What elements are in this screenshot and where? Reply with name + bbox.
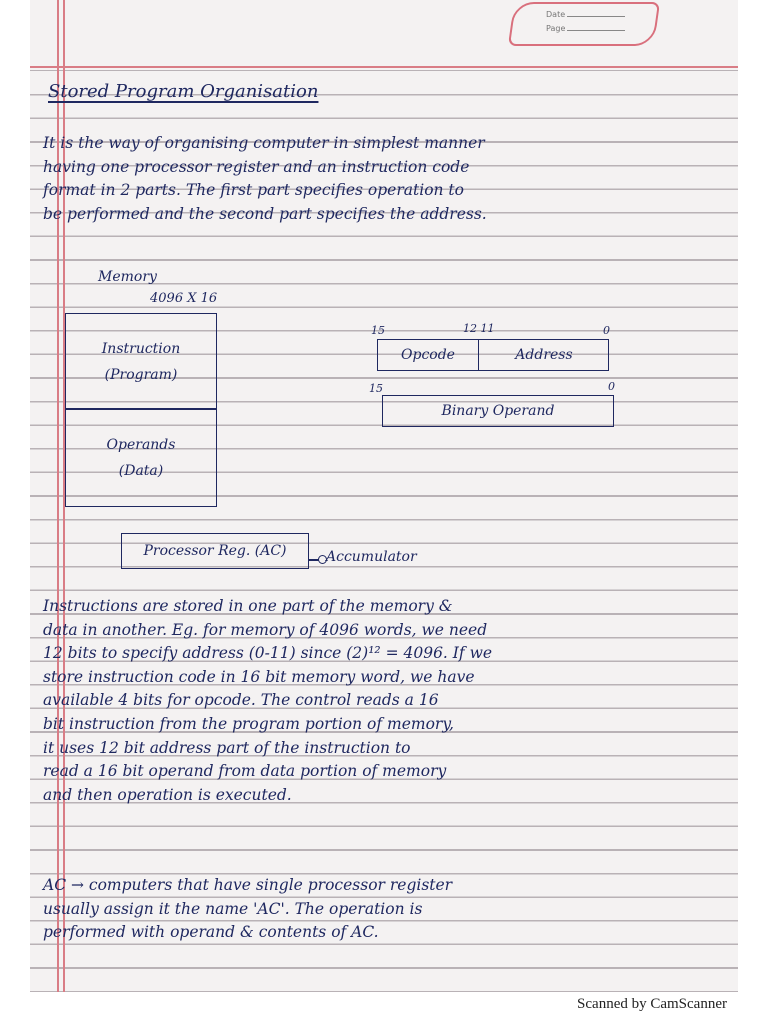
ac-line: usually assign it the name 'AC'. The operation is: [43, 899, 423, 918]
date-label: Date: [546, 10, 566, 19]
storage-paragraph: [43, 595, 492, 807]
page-title: Stored Program Organisation: [48, 81, 319, 102]
memory-program-label: (Program): [104, 367, 178, 383]
body-line: data in another. Eg. for memory of 4096 words, we need: [43, 620, 488, 639]
body-line: bit instruction from the program portion of memory,: [43, 714, 454, 733]
intro-line: having one processor register and an instruction code: [43, 157, 470, 176]
scanner-watermark: Scanned by CamScanner: [577, 996, 727, 1012]
opcode-cell: Opcode: [378, 340, 479, 370]
operand-bit-15-label: 15: [369, 382, 383, 395]
body-line: 12 bits to specify address (0-11) since (2)¹² = 4096. If we: [43, 644, 493, 663]
body-line: read a 16 bit operand from data portion of memory: [43, 762, 447, 781]
intro-line: be performed and the second part specifies the address.: [43, 204, 487, 223]
binary-operand-box: Binary Operand: [382, 395, 614, 427]
memory-data-label: (Data): [118, 463, 164, 479]
memory-operands-label: Operands: [106, 437, 176, 453]
intro-line: It is the way of organising computer in simplest manner: [43, 134, 485, 152]
memory-divider: [66, 408, 216, 410]
memory-label: Memory: [98, 269, 157, 285]
date-field: [546, 10, 625, 19]
body-line: and then operation is executed.: [43, 785, 292, 804]
ac-line: performed with operand & contents of AC.: [43, 923, 379, 942]
operand-bit-0-label: 0: [608, 380, 615, 393]
bit-0-label: 0: [603, 324, 610, 337]
bit-12-11-label: 12 11: [463, 322, 495, 335]
page-field: [546, 24, 625, 33]
memory-operands-section: [66, 432, 216, 484]
processor-register-box: Processor Reg. (AC): [121, 533, 309, 569]
ac-paragraph: [43, 874, 452, 945]
page-label: Page: [546, 24, 566, 33]
instruction-format-box: [377, 339, 609, 371]
memory-size-label: 4096 X 16: [150, 291, 218, 306]
intro-paragraph: [43, 132, 487, 226]
body-line: it uses 12 bit address part of the instruction to: [43, 738, 411, 757]
header-red-rule: [30, 66, 738, 68]
memory-instruction-label: Instruction: [101, 341, 181, 357]
body-line: store instruction code in 16 bit memory word, we have: [43, 667, 475, 686]
memory-instruction-section: [66, 336, 216, 388]
address-cell: Address: [515, 347, 573, 363]
body-line: available 4 bits for opcode. The control reads a 16: [43, 691, 439, 710]
body-line: Instructions are stored in one part of the memory &: [43, 597, 453, 615]
intro-line: format in 2 parts. The first part specifies operation to: [43, 181, 464, 200]
memory-diagram: [65, 313, 217, 507]
accumulator-label: Accumulator: [326, 549, 417, 565]
bit-15-label: 15: [371, 324, 385, 337]
ac-line: AC → computers that have single processor register: [43, 876, 453, 894]
